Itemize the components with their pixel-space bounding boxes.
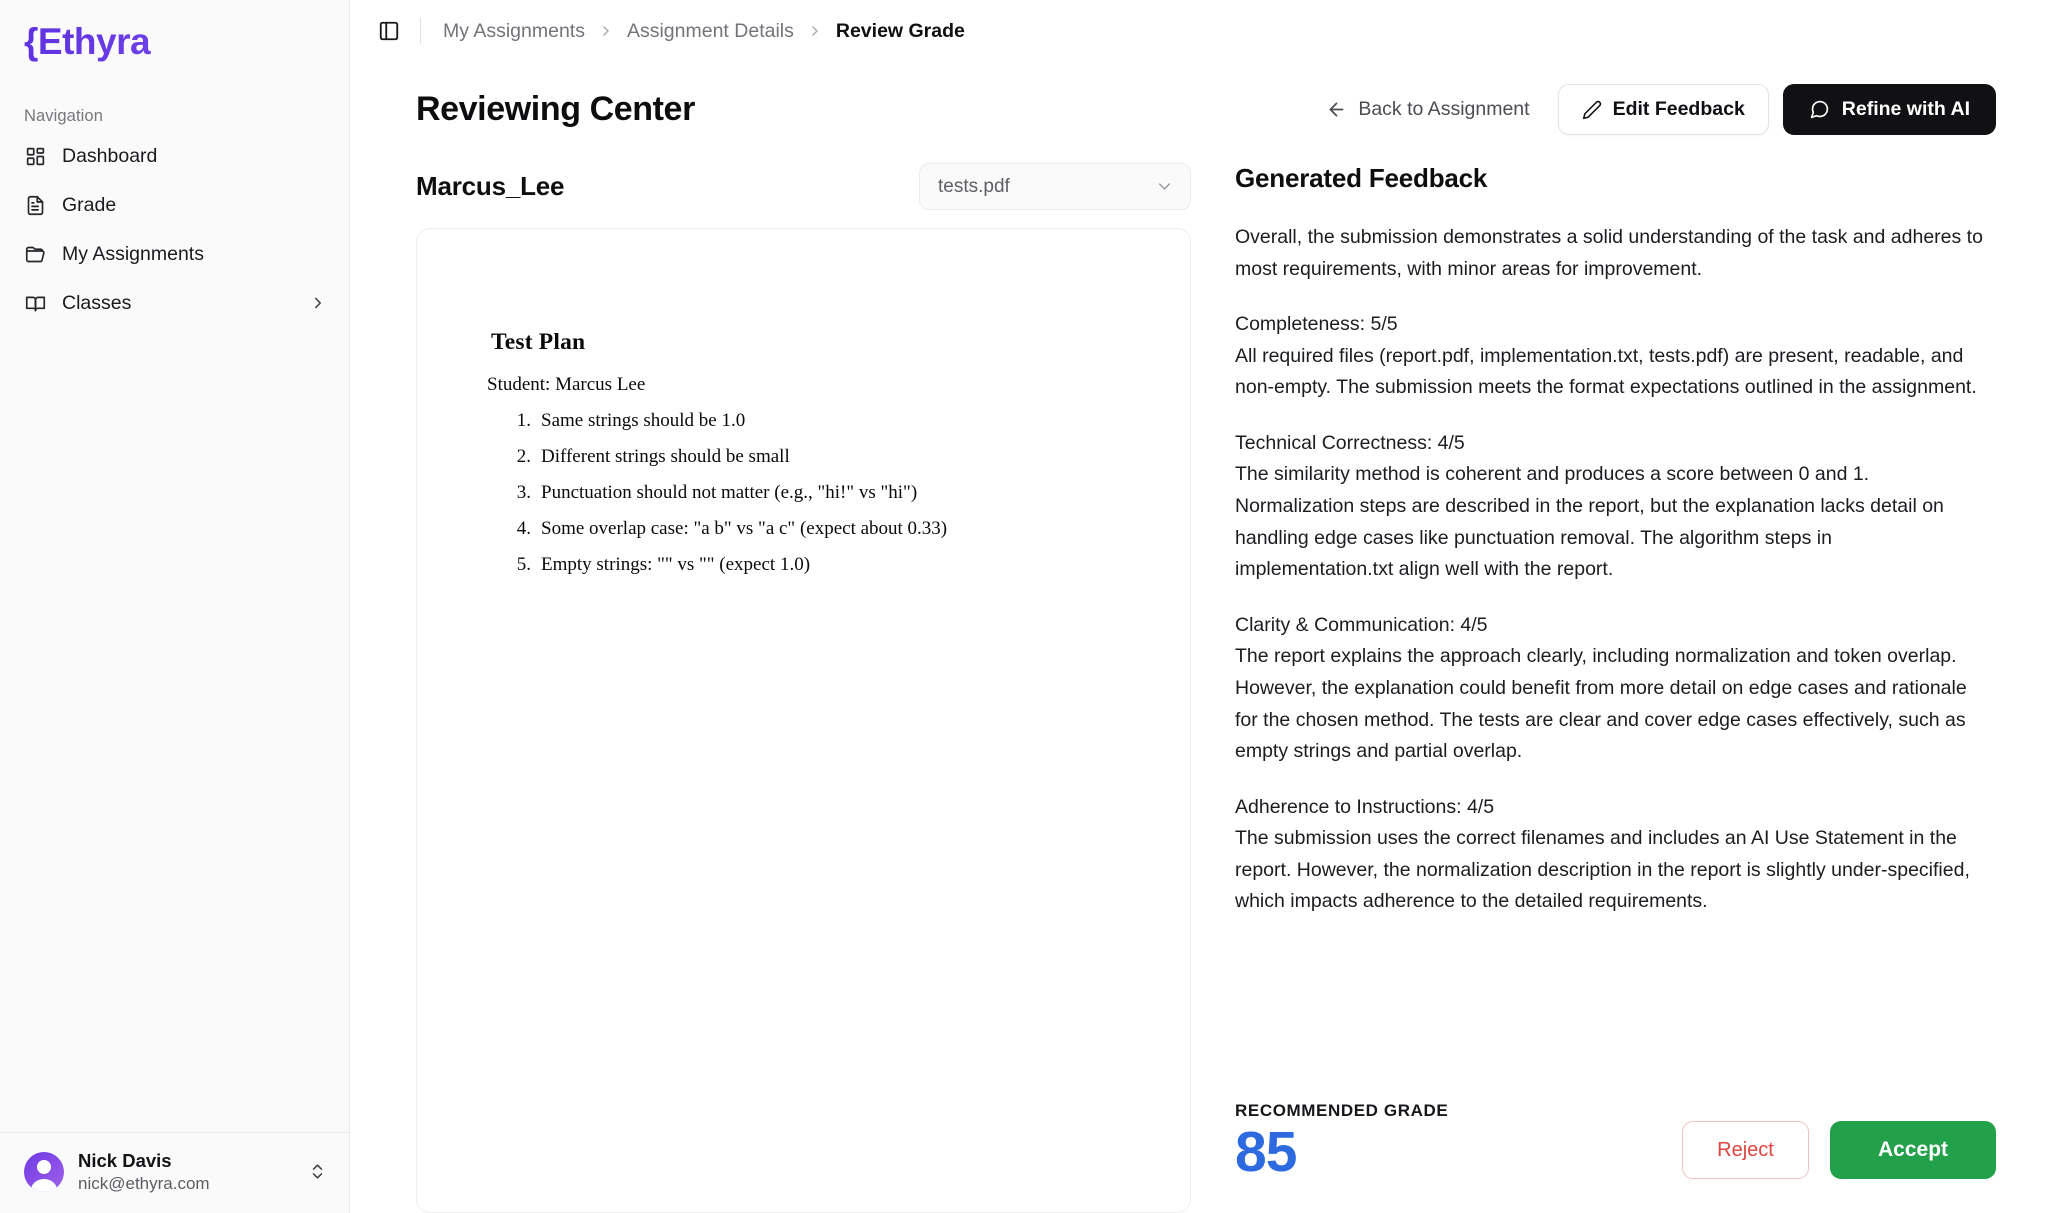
user-meta	[78, 1149, 294, 1195]
user-email: nick@ethyra.com	[78, 1174, 210, 1194]
chevron-right-icon	[309, 294, 327, 312]
list-item-text: Punctuation should not matter (e.g., "hi!" vs "hi")	[541, 482, 918, 503]
folder-icon	[24, 243, 47, 266]
reject-button[interactable]: Reject	[1682, 1121, 1809, 1179]
feedback-body	[1235, 222, 1996, 1083]
brand-logo[interactable]: {Ethyra	[0, 0, 349, 63]
sidebar-item-label: Grade	[62, 193, 117, 216]
chevron-right-icon	[598, 23, 614, 39]
feedback-title: Generated Feedback	[1235, 163, 1488, 193]
page-header	[350, 62, 2048, 135]
sidebar-item-label: Classes	[62, 291, 132, 314]
pdf-test-list	[509, 410, 1120, 576]
grade-bar	[1235, 1083, 1996, 1213]
sidebar-item-my-assignments[interactable]	[0, 230, 349, 279]
sidebar-section-label: Navigation	[24, 106, 103, 125]
feedback-paragraph: Clarity & Communication: 4/5 The report explains the approach clearly, including normalization and token overlap. However, the explanation could benefit from more detail on edge cases and rationale for the chosen method. The tests are clear and cover edge cases effectively, such as empty strings and partial overlap.	[1235, 613, 1967, 763]
breadcrumb-item-review-grade: Review Grade	[835, 19, 965, 42]
pdf-content	[487, 329, 1120, 576]
breadcrumb-item-my-assignments[interactable]: My Assignments	[443, 19, 585, 42]
list-item-text: Same strings should be 1.0	[541, 410, 746, 431]
grade-actions	[1682, 1121, 1996, 1183]
chevron-down-icon	[1155, 177, 1174, 196]
sidebar-nav	[0, 132, 349, 328]
list-item-number: 1.	[516, 410, 531, 431]
feedback-paragraph: Overall, the submission demonstrates a solid understanding of the task and adheres to most requirements, with minor areas for improvement.	[1235, 226, 1983, 280]
list-item-text: Empty strings: "" vs "" (expect 1.0)	[541, 554, 811, 575]
sidebar-toggle-button[interactable]	[372, 14, 406, 48]
list-item	[509, 410, 1120, 432]
arrow-left-icon	[1326, 99, 1347, 120]
sidebar-item-classes[interactable]	[0, 279, 349, 328]
document-panel-header	[416, 163, 1191, 210]
list-item	[509, 482, 1120, 504]
topbar-divider	[420, 18, 421, 44]
back-to-assignment-label: Back to Assignment	[1358, 98, 1530, 120]
pencil-icon	[1582, 100, 1602, 120]
chevron-right-icon	[807, 23, 823, 39]
list-item-number: 2.	[516, 446, 531, 467]
list-item-number: 3.	[516, 482, 531, 503]
sidebar-item-grade[interactable]	[0, 181, 349, 230]
feedback-paragraph: Adherence to Instructions: 4/5 The submission uses the correct filenames and includes an AI Use Statement in the report. However, the normalization description in the report is slightly under-specified, which impacts adherence to the detailed requirements.	[1235, 795, 1970, 913]
list-item-text: Some overlap case: "a b" vs "a c" (expect about 0.33)	[541, 518, 948, 539]
user-profile-button[interactable]	[0, 1132, 349, 1213]
list-item	[509, 554, 1120, 576]
pdf-student-line: Student: Marcus Lee	[487, 374, 646, 395]
sidebar	[0, 0, 350, 1213]
breadcrumb	[443, 20, 965, 43]
breadcrumb-item-assignment-details[interactable]: Assignment Details	[626, 19, 794, 42]
feedback-paragraph: Technical Correctness: 4/5 The similarity method is coherent and produces a score between 0 and 1. Normalization steps are described in the report, but the explanation lacks detail on handling edge cases like punctuation removal. The algorithm steps in implementation.txt align well with the report.	[1235, 431, 1944, 581]
refine-with-ai-button[interactable]	[1783, 84, 1996, 135]
sidebar-item-dashboard[interactable]	[0, 132, 349, 181]
book-icon	[24, 292, 47, 315]
chat-bubble-icon	[1809, 99, 1830, 120]
pdf-title: Test Plan	[491, 329, 586, 355]
avatar	[24, 1152, 64, 1192]
content-area	[350, 135, 2048, 1213]
chevron-up-down-icon	[308, 1162, 327, 1181]
list-item-text: Different strings should be small	[541, 446, 790, 467]
header-actions	[1312, 84, 1996, 135]
recommended-grade	[1235, 1101, 1448, 1183]
page-title: Reviewing Center	[416, 90, 695, 128]
edit-feedback-label: Edit Feedback	[1612, 98, 1745, 120]
sidebar-item-label: My Assignments	[62, 242, 204, 265]
back-to-assignment-button[interactable]	[1312, 90, 1543, 129]
list-item-number: 4.	[516, 518, 531, 539]
feedback-paragraph: Completeness: 5/5 All required files (report.pdf, implementation.txt, tests.pdf) are present, readable, and non-empty. The submission meets the format expectations outlined in the assignment.	[1235, 313, 1977, 399]
list-item-number: 5.	[516, 554, 531, 575]
user-name: Nick Davis	[78, 1149, 172, 1171]
grid-icon	[24, 145, 47, 168]
recommended-grade-label: RECOMMENDED GRADE	[1235, 1101, 1449, 1121]
feedback-panel	[1191, 163, 1996, 1213]
list-item	[509, 518, 1120, 540]
topbar	[350, 0, 2048, 62]
file-select-value: tests.pdf	[938, 175, 1010, 197]
recommended-grade-value: 85	[1235, 1120, 1297, 1185]
student-name: Marcus_Lee	[416, 171, 565, 201]
main-area	[350, 0, 2048, 1213]
document-panel	[416, 163, 1191, 1213]
edit-feedback-button[interactable]	[1558, 84, 1769, 135]
document-icon	[24, 194, 47, 217]
file-select-dropdown[interactable]	[919, 163, 1191, 210]
accept-button[interactable]: Accept	[1830, 1121, 1996, 1179]
sidebar-item-label: Dashboard	[62, 144, 158, 167]
pdf-preview-card[interactable]	[416, 228, 1191, 1213]
list-item	[509, 446, 1120, 468]
refine-with-ai-label: Refine with AI	[1841, 98, 1970, 120]
